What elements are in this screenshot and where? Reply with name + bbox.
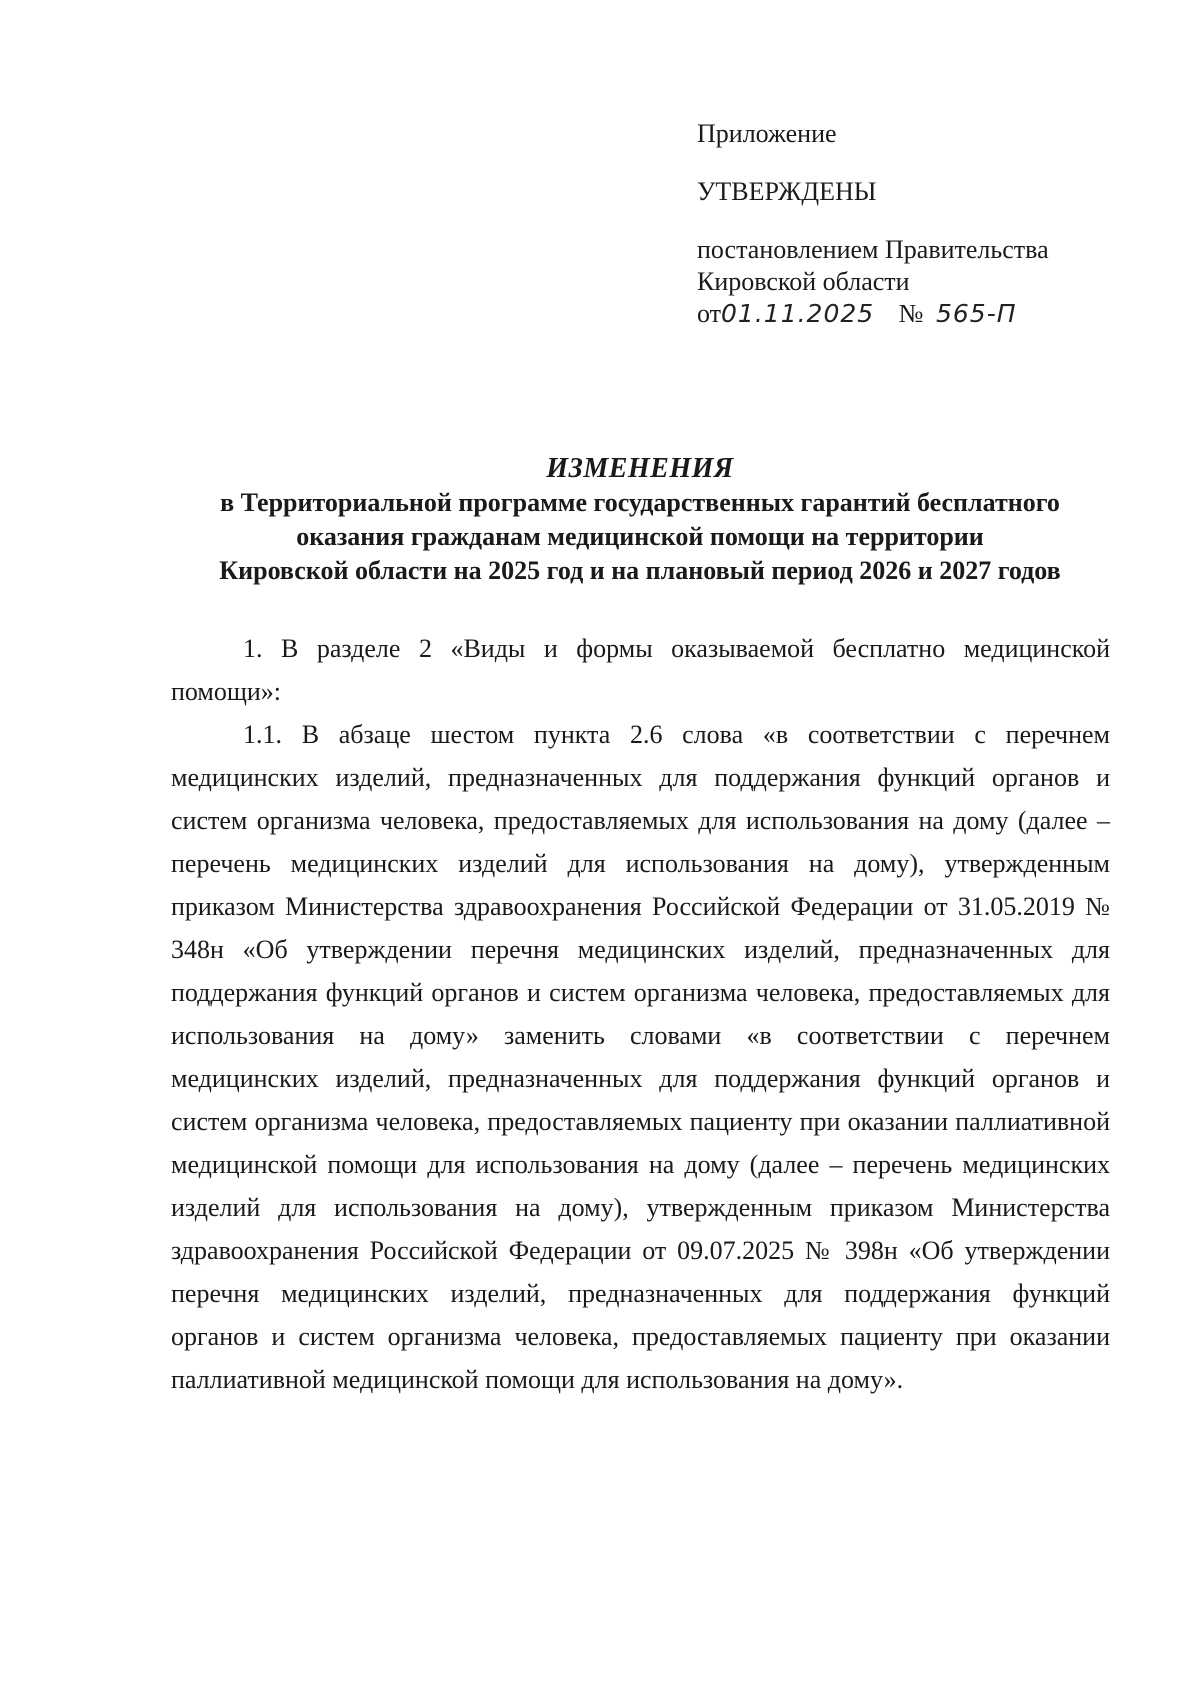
title-line-3: Кировской области на 2025 год и на плановый период 2026 и 2027 годов <box>219 556 1061 585</box>
title-line-1: в Территориальной программе государственных гарантий бесплатного <box>220 488 1060 517</box>
document-body <box>171 627 1110 1401</box>
issuer-line-2: Кировской области <box>697 267 910 296</box>
paragraph-1: 1. В разделе 2 «Виды и формы оказываемой бесплатно медицинской помощи»: <box>171 634 1110 706</box>
title-main: ИЗМЕНЕНИЯ <box>546 453 734 484</box>
date-number-line <box>697 298 1167 330</box>
document-title <box>150 452 1130 588</box>
issuer-line-1: постановлением Правительства <box>697 235 1049 264</box>
appendix-label: Приложение <box>697 119 837 148</box>
handwritten-date: 01.11.2025 <box>721 299 875 328</box>
approved-label: УТВЕРЖДЕНЫ <box>697 177 877 206</box>
approval-block <box>697 118 1167 330</box>
title-line-2: оказания гражданам медицинской помощи на территории <box>296 522 984 551</box>
paragraph-1-1: 1.1. В абзаце шестом пункта 2.6 слова «в соответствии с перечнем медицинских изделий, предназначенных для поддержания функций органов и систем организма человека, предоставляемых для использования на дому (далее – перечень медицинских изделий для использования на дому), утвержденным приказом Министерства здравоохранения Российской Федерации от 31.05.2019 № 348н «Об утверждении перечня медицинских изделий, предназначенных для поддержания функций органов и систем организма человека, предоставляемых для использования на дому» заменить словами «в соответствии с перечнем медицинских изделий, предназначенных для поддержания функций органов и систем организма человека, предоставляемых пациенту при оказании паллиативной медицинской помощи для использования на дому (далее – перечень медицинских изделий для использования на дому), утвержденным приказом Министерства здравоохранения Российской Федерации от 09.07.2025 № 398н «Об утверждении перечня медицинских изделий, предназначенных для поддержания функций органов и систем организма человека, предоставляемых пациенту при оказании паллиативной медицинской помощи для использования на дому». <box>171 720 1110 1394</box>
number-sign: № <box>898 299 924 328</box>
from-prefix: от <box>697 299 722 328</box>
handwritten-number: 565-П <box>935 299 1017 328</box>
